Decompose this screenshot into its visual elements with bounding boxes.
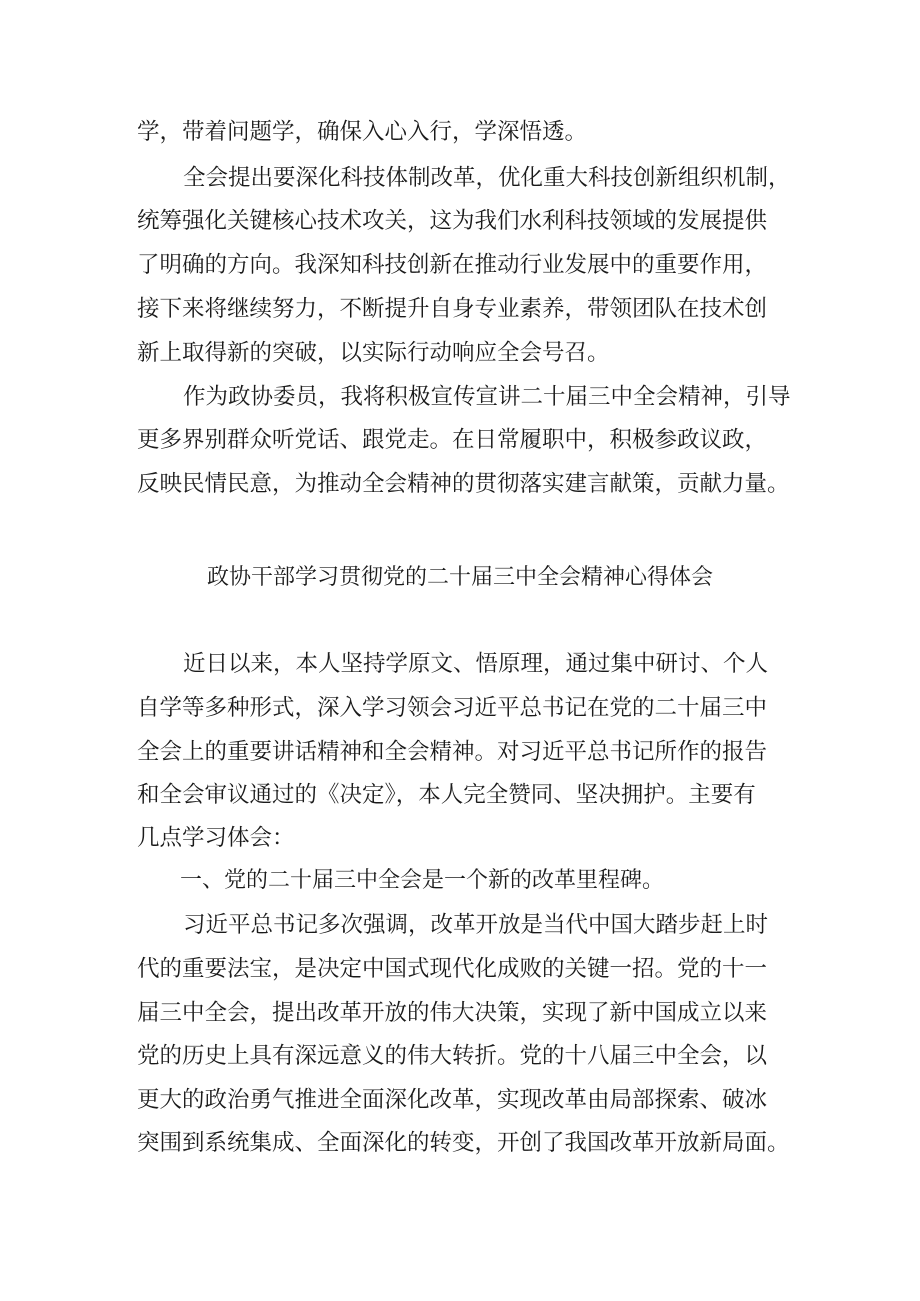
paragraph-line: 更多界别群众听党话、跟党走。在日常履职中，积极参政议政， xyxy=(137,427,768,453)
paragraph-line: 统筹强化关键核心技术攻关，这为我们水利科技领域的发展提供 xyxy=(137,208,768,234)
article-title: 政协干部学习贯彻党的二十届三中全会精神心得体会 xyxy=(206,565,713,590)
paragraph-line: 全会上的重要讲话精神和全会精神。对习近平总书记所作的报告 xyxy=(137,739,768,765)
paragraph-line: 学，带着问题学，确保入心入行，学深悟透。 xyxy=(137,119,588,145)
paragraph-line: 近日以来，本人坚持学原文、悟原理，通过集中研讨、个人 xyxy=(183,651,769,677)
paragraph-line: 新上取得新的突破，以实际行动响应全会号召。 xyxy=(137,340,610,366)
paragraph-line: 全会提出要深化科技体制改革，优化重大科技创新组织机制， xyxy=(183,165,791,191)
section-heading: 一、党的二十届三中全会是一个新的改革里程碑。 xyxy=(180,868,665,893)
paragraph-line: 突围到系统集成、全面深化的转变，开创了我国改革开放新局面。 xyxy=(137,1130,790,1156)
paragraph-line: 更大的政治勇气推进全面深化改革，实现改革由局部探索、破冰 xyxy=(137,1087,768,1113)
paragraph-line: 作为政协委员，我将积极宣传宣讲二十届三中全会精神，引导 xyxy=(183,384,791,410)
paragraph-line: 接下来将继续努力，不断提升自身专业素养，带领团队在技术创 xyxy=(137,296,768,322)
paragraph-line: 自学等多种形式，深入学习领会习近平总书记在党的二十届三中 xyxy=(137,695,768,721)
paragraph-line: 了明确的方向。我深知科技创新在推动行业发展中的重要作用， xyxy=(137,252,768,278)
paragraph-line: 党的历史上具有深远意义的伟大转折。党的十八届三中全会，以 xyxy=(137,1043,768,1069)
paragraph-line: 届三中全会，提出改革开放的伟大决策，实现了新中国成立以来 xyxy=(137,1000,768,1026)
paragraph-line: 习近平总书记多次强调，改革开放是当代中国大踏步赶上时 xyxy=(183,912,769,938)
paragraph-line: 代的重要法宝，是决定中国式现代化成败的关键一招。党的十一 xyxy=(137,956,768,982)
paragraph-line: 反映民情民意，为推动全会精神的贯彻落实建言献策，贡献力量。 xyxy=(137,471,790,497)
paragraph-line: 和全会审议通过的《决定》，本人完全赞同、坚决拥护。主要有 xyxy=(137,782,756,808)
paragraph-line: 几点学习体会： xyxy=(137,825,295,851)
